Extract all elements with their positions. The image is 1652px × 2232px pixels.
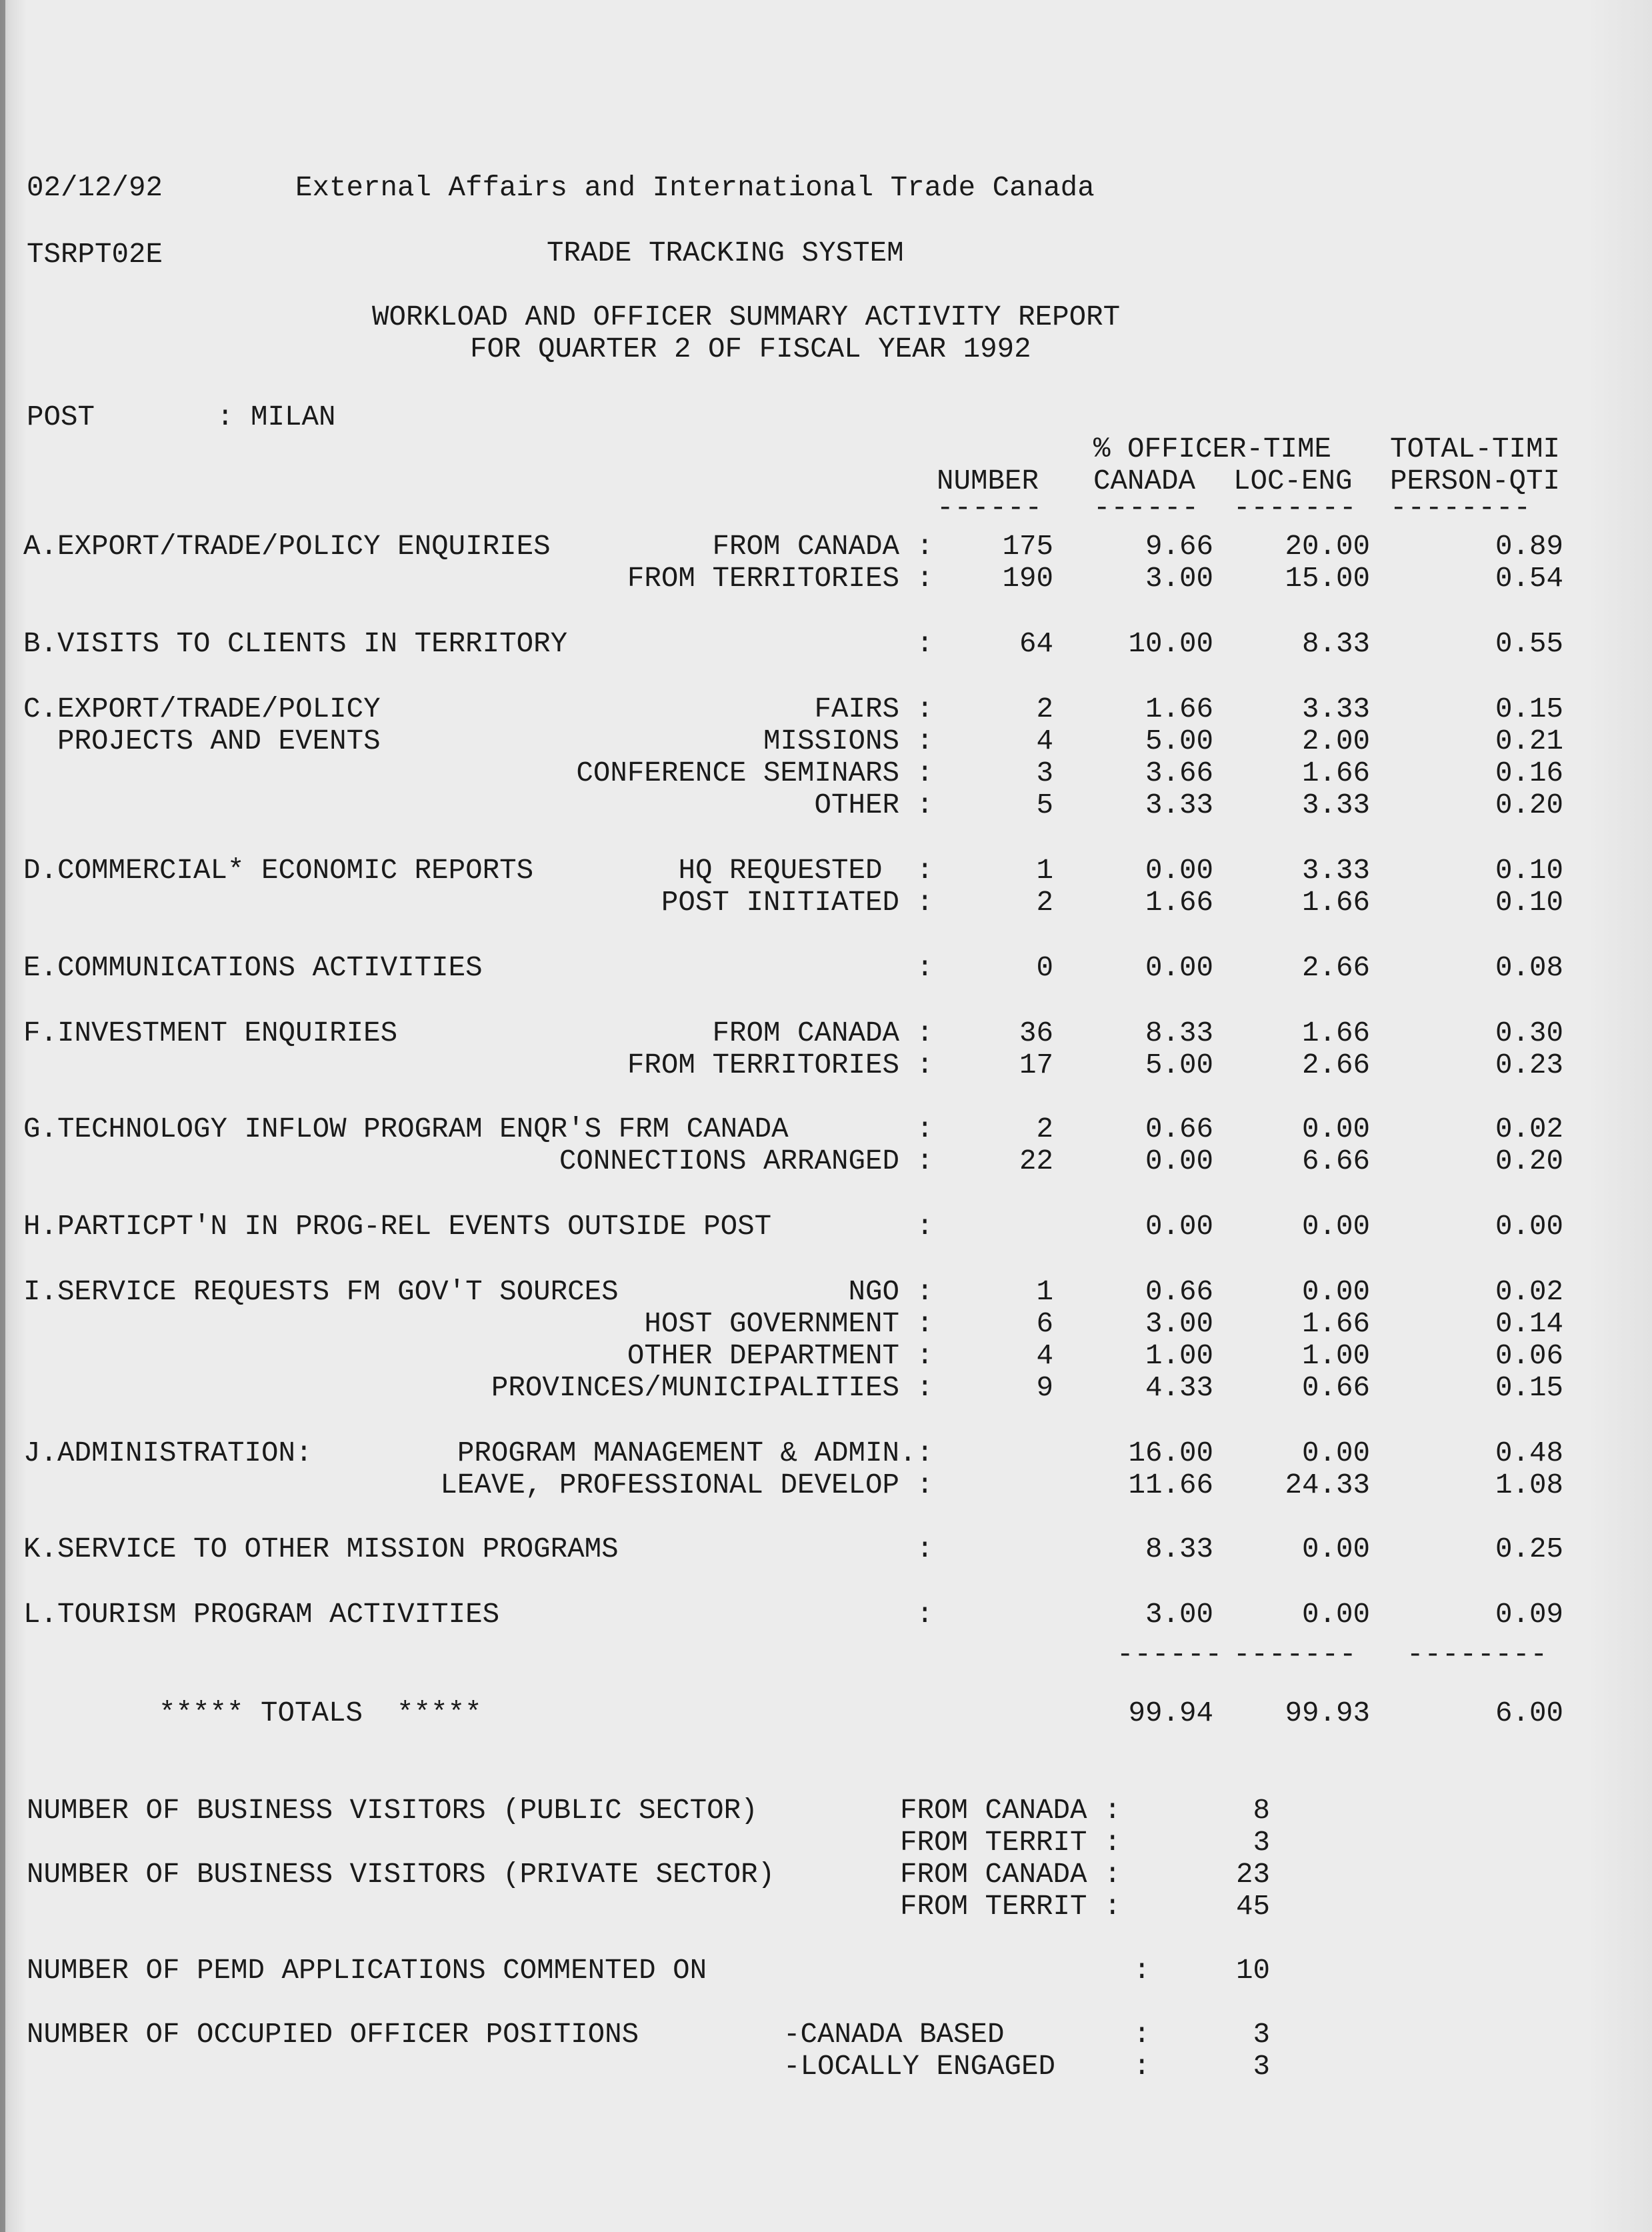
row-section-label: D.COMMERCIAL* ECONOMIC REPORTS — [23, 855, 534, 887]
row-number: 1 — [1036, 855, 1053, 887]
row-loc-eng-pct: 3.33 — [1301, 693, 1370, 725]
row-section-label: B.VISITS TO CLIENTS IN TERRITORY — [23, 628, 568, 660]
row-person-qt: 0.10 — [1495, 887, 1563, 919]
row-section-label: K.SERVICE TO OTHER MISSION PROGRAMS — [23, 1533, 619, 1565]
pemd-value: 10 — [1235, 1955, 1270, 1987]
row-person-qt: 0.55 — [1495, 628, 1563, 660]
row-person-qt: 0.48 — [1495, 1437, 1563, 1469]
row-person-qt: 1.08 — [1495, 1469, 1563, 1501]
col-header-number: NUMBER — [937, 465, 1039, 497]
positions-label: NUMBER OF OCCUPIED OFFICER POSITIONS — [27, 2019, 639, 2051]
row-section-label: C.EXPORT/TRADE/POLICY — [23, 693, 381, 725]
row-number: 1 — [1036, 1276, 1053, 1308]
row-number: 6 — [1036, 1308, 1053, 1340]
row-loc-eng-pct: 24.33 — [1285, 1469, 1370, 1501]
row-person-qt: 0.15 — [1495, 693, 1563, 725]
report-title-line2: FOR QUARTER 2 OF FISCAL YEAR 1992 — [470, 333, 1031, 365]
totals-rule-loc-eng: ------- — [1233, 1639, 1357, 1671]
row-sub-label: CONNECTIONS ARRANGED : — [559, 1145, 933, 1177]
row-loc-eng-pct: 0.00 — [1301, 1276, 1370, 1308]
row-person-qt: 0.30 — [1495, 1017, 1563, 1049]
row-canada-pct: 11.66 — [1128, 1469, 1213, 1501]
row-sub-label: OTHER DEPARTMENT : — [627, 1340, 933, 1372]
row-section-label: H.PARTICPT'N IN PROG-REL EVENTS OUTSIDE POST — [23, 1211, 772, 1243]
row-canada-pct: 16.00 — [1128, 1437, 1213, 1469]
col-header-loc-eng: LOC-ENG — [1233, 465, 1353, 497]
row-loc-eng-pct: 2.66 — [1301, 1049, 1370, 1081]
totals-loc-eng: 99.93 — [1285, 1697, 1370, 1729]
row-loc-eng-pct: 0.00 — [1301, 1113, 1370, 1145]
row-sub-label: : — [916, 952, 933, 984]
col-header-officer-time: % OFFICER-TIME — [1093, 433, 1332, 465]
row-person-qt: 0.23 — [1495, 1049, 1563, 1081]
row-canada-pct: 5.00 — [1145, 725, 1213, 757]
row-sub-label: NGO : — [848, 1276, 933, 1308]
row-sub-label: CONFERENCE SEMINARS : — [576, 757, 933, 789]
report-date: 02/12/92 — [27, 172, 163, 204]
row-number: 2 — [1036, 887, 1053, 919]
row-canada-pct: 8.33 — [1145, 1533, 1213, 1565]
row-canada-pct: 0.00 — [1145, 952, 1213, 984]
row-number: 17 — [1019, 1049, 1053, 1081]
visitors-private-from-canada: FROM CANADA : — [900, 1859, 1121, 1891]
row-number: 2 — [1036, 1113, 1053, 1145]
row-sub-label: MISSIONS : — [763, 725, 933, 757]
row-person-qt: 0.08 — [1495, 952, 1563, 984]
row-canada-pct: 0.00 — [1145, 1211, 1213, 1243]
totals-rule-person: -------- — [1407, 1639, 1549, 1671]
row-sub-label: FROM CANADA : — [712, 531, 933, 563]
row-person-qt: 0.15 — [1495, 1372, 1563, 1404]
row-section-label: G.TECHNOLOGY INFLOW PROGRAM ENQR'S FRM CANADA — [23, 1113, 789, 1145]
row-sub-label: FAIRS : — [814, 693, 933, 725]
row-section-label: J.ADMINISTRATION: — [23, 1437, 313, 1469]
report-title-line1: WORKLOAD AND OFFICER SUMMARY ACTIVITY REPORT — [372, 301, 1121, 333]
positions-canada-colon: : — [1133, 2019, 1151, 2051]
row-loc-eng-pct: 1.66 — [1301, 1308, 1370, 1340]
row-sub-label: PROVINCES/MUNICIPALITIES : — [491, 1372, 933, 1404]
pemd-colon: : — [1133, 1955, 1151, 1987]
row-number: 64 — [1019, 628, 1053, 660]
positions-canada-based: -CANADA BASED — [783, 2019, 1005, 2051]
row-person-qt: 0.25 — [1495, 1533, 1563, 1565]
row-person-qt: 0.20 — [1495, 1145, 1563, 1177]
positions-local-colon: : — [1133, 2051, 1151, 2083]
row-loc-eng-pct: 1.66 — [1301, 757, 1370, 789]
row-canada-pct: 1.66 — [1145, 887, 1213, 919]
row-canada-pct: 3.00 — [1145, 1308, 1213, 1340]
visitors-private-label: NUMBER OF BUSINESS VISITORS (PRIVATE SECTOR) — [27, 1859, 775, 1891]
row-sub-label: PROGRAM MANAGEMENT & ADMIN.: — [457, 1437, 933, 1469]
row-sub-label: : — [916, 1211, 933, 1243]
row-loc-eng-pct: 3.33 — [1301, 789, 1370, 821]
row-sub-label: : — [916, 1113, 933, 1145]
row-canada-pct: 3.00 — [1145, 563, 1213, 595]
row-person-qt: 0.16 — [1495, 757, 1563, 789]
row-person-qt: 0.89 — [1495, 531, 1563, 563]
row-canada-pct: 8.33 — [1145, 1017, 1213, 1049]
page-edge-shadow — [0, 0, 5, 2232]
row-canada-pct: 10.00 — [1128, 628, 1213, 660]
col-rule-loc-eng: ------- — [1233, 492, 1357, 524]
row-sub-label: : — [916, 628, 933, 660]
row-loc-eng-pct: 0.66 — [1301, 1372, 1370, 1404]
visitors-public-label: NUMBER OF BUSINESS VISITORS (PUBLIC SECTOR) — [27, 1795, 758, 1827]
row-canada-pct: 1.00 — [1145, 1340, 1213, 1372]
row-sub-label: FROM TERRITORIES : — [627, 1049, 933, 1081]
row-section-label: L.TOURISM PROGRAM ACTIVITIES — [23, 1599, 500, 1631]
row-number: 2 — [1036, 693, 1053, 725]
row-number: 190 — [1002, 563, 1053, 595]
row-sub-label: LEAVE, PROFESSIONAL DEVELOP : — [440, 1469, 933, 1501]
row-section-label: E.COMMUNICATIONS ACTIVITIES — [23, 952, 483, 984]
post-label: POST — [27, 401, 95, 433]
row-canada-pct: 5.00 — [1145, 1049, 1213, 1081]
col-rule-person-qt: -------- — [1390, 492, 1532, 524]
visitors-private-from-territ: FROM TERRIT : — [900, 1891, 1121, 1923]
row-person-qt: 0.00 — [1495, 1211, 1563, 1243]
row-loc-eng-pct: 1.00 — [1301, 1340, 1370, 1372]
row-loc-eng-pct: 0.00 — [1301, 1599, 1370, 1631]
row-canada-pct: 4.33 — [1145, 1372, 1213, 1404]
report-code: TSRPT02E — [27, 239, 163, 271]
organization-name: External Affairs and International Trade Canada — [295, 172, 1095, 204]
row-section-label: A.EXPORT/TRADE/POLICY ENQUIRIES — [23, 531, 551, 563]
visitors-public-from-canada: FROM CANADA : — [900, 1795, 1121, 1827]
row-loc-eng-pct: 2.00 — [1301, 725, 1370, 757]
totals-label: ***** TOTALS ***** — [159, 1697, 482, 1729]
row-number: 0 — [1036, 952, 1053, 984]
pemd-label: NUMBER OF PEMD APPLICATIONS COMMENTED ON — [27, 1955, 707, 1987]
row-loc-eng-pct: 8.33 — [1301, 628, 1370, 660]
col-rule-number: ------ — [937, 492, 1043, 524]
row-loc-eng-pct: 3.33 — [1301, 855, 1370, 887]
row-sub-label: HOST GOVERNMENT : — [644, 1308, 933, 1340]
row-sub-label: : — [916, 1599, 933, 1631]
row-person-qt: 0.14 — [1495, 1308, 1563, 1340]
row-number: 36 — [1019, 1017, 1053, 1049]
row-canada-pct: 0.66 — [1145, 1113, 1213, 1145]
row-person-qt: 0.10 — [1495, 855, 1563, 887]
row-loc-eng-pct: 1.66 — [1301, 887, 1370, 919]
row-number: 175 — [1002, 531, 1053, 563]
row-number: 22 — [1019, 1145, 1053, 1177]
system-name: TRADE TRACKING SYSTEM — [547, 237, 904, 269]
col-rule-canada: ------ — [1093, 492, 1200, 524]
row-loc-eng-pct: 2.66 — [1301, 952, 1370, 984]
row-sub-label: POST INITIATED : — [661, 887, 933, 919]
row-person-qt: 0.20 — [1495, 789, 1563, 821]
row-canada-pct: 3.33 — [1145, 789, 1213, 821]
row-loc-eng-pct: 15.00 — [1285, 563, 1370, 595]
row-number: 9 — [1036, 1372, 1053, 1404]
row-canada-pct: 3.00 — [1145, 1599, 1213, 1631]
col-header-person-qt: PERSON-QTI — [1390, 465, 1561, 497]
visitors-public-from-territ: FROM TERRIT : — [900, 1827, 1121, 1859]
row-sub-label: FROM CANADA : — [712, 1017, 933, 1049]
row-number: 3 — [1036, 757, 1053, 789]
row-loc-eng-pct: 6.66 — [1301, 1145, 1370, 1177]
visitors-private-territ-value: 45 — [1235, 1891, 1270, 1923]
row-sub-label: OTHER : — [814, 789, 933, 821]
row-number: 4 — [1036, 725, 1053, 757]
row-loc-eng-pct: 20.00 — [1285, 531, 1370, 563]
row-loc-eng-pct: 0.00 — [1301, 1211, 1370, 1243]
row-loc-eng-pct: 0.00 — [1301, 1437, 1370, 1469]
row-canada-pct: 3.66 — [1145, 757, 1213, 789]
row-canada-pct: 0.00 — [1145, 1145, 1213, 1177]
totals-canada: 99.94 — [1128, 1697, 1213, 1729]
row-person-qt: 0.02 — [1495, 1276, 1563, 1308]
row-number: 4 — [1036, 1340, 1053, 1372]
row-person-qt: 0.02 — [1495, 1113, 1563, 1145]
visitors-public-canada-value: 8 — [1253, 1795, 1270, 1827]
post-value: : MILAN — [217, 401, 336, 433]
row-sub-label: : — [916, 1533, 933, 1565]
visitors-private-canada-value: 23 — [1235, 1859, 1270, 1891]
positions-canada-value: 3 — [1253, 2019, 1270, 2051]
row-section-label: F.INVESTMENT ENQUIRIES — [23, 1017, 398, 1049]
row-sub-label: HQ REQUESTED : — [678, 855, 933, 887]
totals-person: 6.00 — [1495, 1697, 1563, 1729]
row-canada-pct: 9.66 — [1145, 531, 1213, 563]
row-person-qt: 0.06 — [1495, 1340, 1563, 1372]
row-person-qt: 0.09 — [1495, 1599, 1563, 1631]
row-section-label: I.SERVICE REQUESTS FM GOV'T SOURCES — [23, 1276, 619, 1308]
col-header-total-time: TOTAL-TIMI — [1390, 433, 1561, 465]
row-sub-label: FROM TERRITORIES : — [627, 563, 933, 595]
row-canada-pct: 0.66 — [1145, 1276, 1213, 1308]
visitors-public-territ-value: 3 — [1253, 1827, 1270, 1859]
row-person-qt: 0.21 — [1495, 725, 1563, 757]
row-loc-eng-pct: 0.00 — [1301, 1533, 1370, 1565]
totals-rule-canada: ------ — [1117, 1639, 1223, 1671]
row-canada-pct: 1.66 — [1145, 693, 1213, 725]
positions-local-value: 3 — [1253, 2051, 1270, 2083]
row-person-qt: 0.54 — [1495, 563, 1563, 595]
row-loc-eng-pct: 1.66 — [1301, 1017, 1370, 1049]
col-header-canada: CANADA — [1093, 465, 1196, 497]
row-canada-pct: 0.00 — [1145, 855, 1213, 887]
row-section-label: PROJECTS AND EVENTS — [23, 725, 381, 757]
positions-locally-engaged: -LOCALLY ENGAGED — [783, 2051, 1056, 2083]
row-number: 5 — [1036, 789, 1053, 821]
